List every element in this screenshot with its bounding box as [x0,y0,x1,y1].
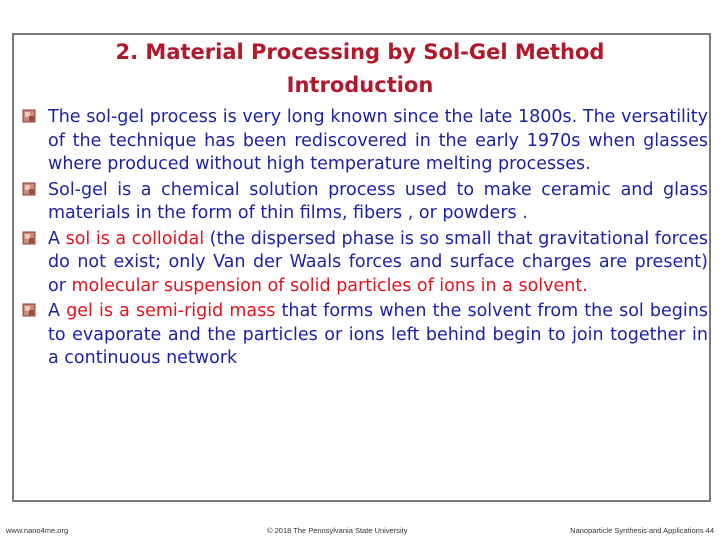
highlight-text: molecular suspension of solid particles of ions in a solvent. [71,275,588,296]
text-run: (the dispersed phase is so small that gravitational forces do not exist; only Van der Waals forces and surface charges are present) or [48,228,708,296]
bullet-item-gel [20,300,708,371]
text-run: A [48,301,67,321]
bullet-square-icon [22,109,36,123]
highlight-text: sol is a colloidal [65,228,205,249]
text-run: A [48,228,66,249]
highlight-text: gel is a semi-rigid mass [66,301,276,321]
bullet-text: Sol-gel is a chemical solution process used to make ceramic and glass materials in the form of thin films, fibers , or powders . [48,179,708,223]
bullet-text [48,300,708,371]
bullet-text: The sol-gel process is very long known since the late 1800s. The versatility of the technique has been rediscovered in the early 1970s when glasses where produced without high temperature melting processes. [48,107,708,174]
bullet-list [20,106,708,373]
bullet-item-history [20,106,708,177]
text-run: that forms when the solvent from the sol begins to evaporate and the particles or ions left behind begin to join together in a continuous network [48,301,708,368]
footer-copyright: © 2018 The Pennsylvania State University [267,526,408,535]
bullet-text [48,228,708,299]
bullet-square-icon [22,182,36,196]
slide-title: 2. Material Processing by Sol-Gel Method [115,40,605,64]
bullet-square-icon [22,231,36,245]
footer-course-page: Nanoparticle Synthesis and Applications 44 [570,526,714,535]
slide-subtitle: Introduction [286,73,434,97]
bullet-item-sol [20,228,708,299]
bullet-square-icon [22,303,36,317]
bullet-item-definition [20,179,708,226]
footer-website: www.nano4me.org [6,526,69,535]
